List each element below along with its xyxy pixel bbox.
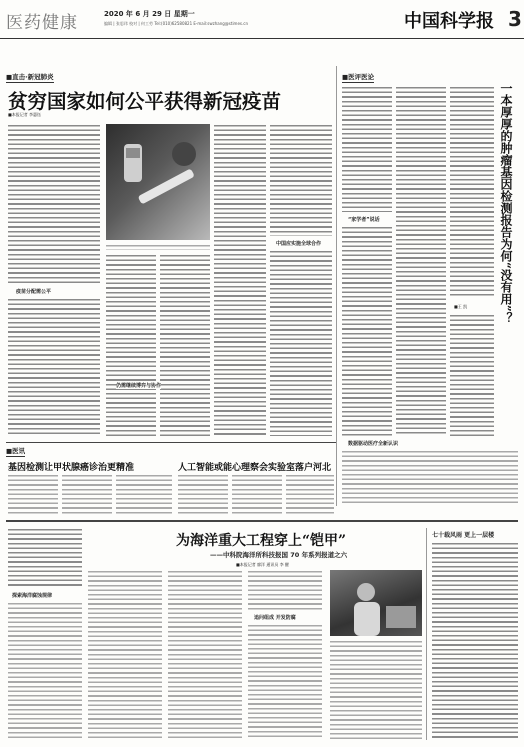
middle-section-tag: ■医讯 xyxy=(6,447,26,455)
column-divider xyxy=(336,66,337,506)
lead-body-col5 xyxy=(270,124,332,236)
commentary-body-col1 xyxy=(342,86,392,212)
commentary-subhead-2: 数据驱动医疗全新认识 xyxy=(348,441,399,447)
commentary-subhead-1: “家学者”说话 xyxy=(348,217,380,223)
middle-top-rule xyxy=(6,442,336,443)
bottom-byline: ■本报记者 廖洋 通讯员 李 醒 xyxy=(236,562,289,567)
commentary-body-col1b xyxy=(342,226,392,436)
lead-body-col1 xyxy=(8,124,100,284)
bottom-col5 xyxy=(330,640,422,740)
lead-subhead-2: 仍需继续博弈与协作 xyxy=(116,383,162,389)
commentary-author: ■王 凯 xyxy=(454,304,468,309)
newspaper-logo: 中国科学报 xyxy=(404,11,494,32)
lead-body-col1b xyxy=(8,298,100,436)
vaccine-photo xyxy=(106,124,210,240)
commentary-body-col3b xyxy=(450,314,494,436)
story-a-headline: 基因检测让甲状腺癌诊治更精准 xyxy=(8,463,135,473)
bottom-headline: 为海洋重大工程穿上“铠甲” xyxy=(176,533,347,549)
bottom-col4 xyxy=(248,570,322,610)
story-b-headline: 人工智能或能心理察会实验室落户河北 xyxy=(178,463,332,473)
page-header xyxy=(0,0,524,39)
lead-body-col3 xyxy=(160,254,210,436)
bottom-top-rule xyxy=(6,520,518,522)
bottom-col1 xyxy=(8,602,82,740)
lead-section-tag: ■直击·新冠肺炎 xyxy=(6,73,54,81)
story-b-col1 xyxy=(178,474,228,516)
research-photo xyxy=(330,570,422,636)
commentary-body-col3 xyxy=(450,86,494,296)
bottom-subhead-1: 探索海洋腐蚀规律 xyxy=(12,593,53,599)
bottom-lede xyxy=(8,528,82,588)
story-b-col2 xyxy=(232,474,282,516)
lead-body-col4 xyxy=(214,124,266,436)
commentary-vertical-headline: 一本厚厚的肿瘤基因检测报告为何“没有用”？ xyxy=(499,82,513,324)
lead-subhead-3: 中国应实施全球合作 xyxy=(276,241,322,247)
lead-headline: 贫穷国家如何公平获得新冠疫苗 xyxy=(8,90,282,113)
editor-credits: 编辑 | 张思玮 校对 | 何工劳 Tel:(010)62580821 E-mail:swzhang@stimes.cn xyxy=(104,21,249,26)
commentary-body-tail xyxy=(342,450,518,504)
bottom-subhead-2: 追问组成 开发防腐 xyxy=(254,615,296,621)
lead-subhead-1: 疫苗分配需公平 xyxy=(16,289,52,295)
bottom-col3 xyxy=(168,570,242,740)
photo-caption xyxy=(106,244,210,250)
story-a-col3 xyxy=(116,474,172,516)
bottom-subtitle: ——中科院海洋所科技报国 70 年系列报道之六 xyxy=(210,551,348,559)
story-a-col1 xyxy=(8,474,58,516)
lead-byline: ■本报记者 李惠钰 xyxy=(8,112,42,117)
commentary-body-col2 xyxy=(396,86,446,436)
story-a-col2 xyxy=(62,474,112,516)
researcher-icon xyxy=(330,570,422,636)
bottom-col2 xyxy=(88,570,162,740)
bottom-col4b xyxy=(248,624,322,740)
syringe-icon xyxy=(106,124,210,240)
story-b-col3 xyxy=(286,474,334,516)
section-title: 医药健康 xyxy=(6,13,78,33)
dateline: 2020 年 6 月 29 日 星期一 xyxy=(104,10,195,18)
commentary-section-tag: ■医评医论 xyxy=(342,73,375,81)
bottom-divider xyxy=(426,528,427,740)
side-box-body xyxy=(432,542,518,740)
side-box-title: 七十载风雨 更上一层楼 xyxy=(432,532,495,539)
lead-body-col2 xyxy=(106,254,156,436)
page-number: 3 xyxy=(508,7,522,31)
lead-body-col6 xyxy=(270,250,332,436)
